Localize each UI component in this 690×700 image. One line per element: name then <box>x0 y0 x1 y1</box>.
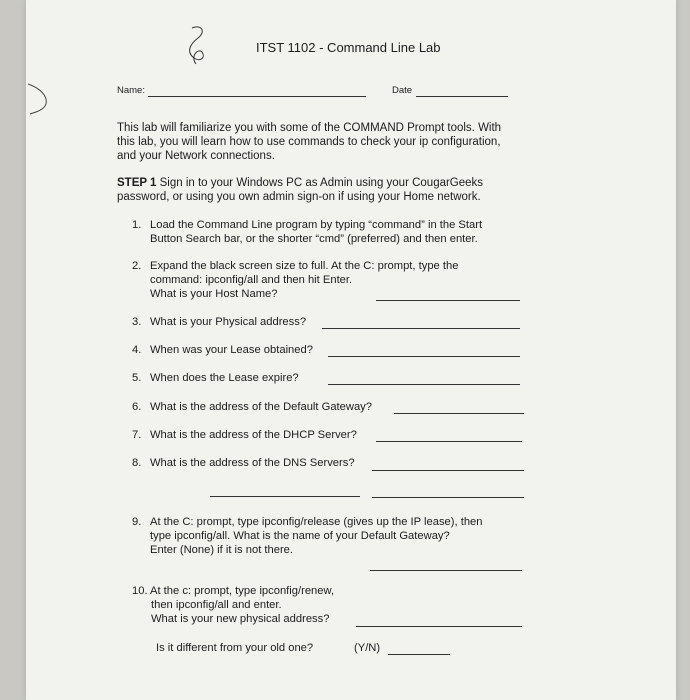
question-5 <box>132 371 299 385</box>
answer-line-8b[interactable] <box>210 496 360 497</box>
item-text: Enter (None) if it is not there. <box>150 544 294 556</box>
date-label: Date <box>392 85 413 96</box>
answer-line-6[interactable] <box>394 413 524 414</box>
answer-line-2[interactable] <box>376 300 520 301</box>
final-question: Is it different from your old one? <box>156 642 314 654</box>
question-6 <box>132 400 372 414</box>
item-text: command: ipconfig/all and then hit Enter. <box>150 274 353 286</box>
answer-line-10[interactable] <box>356 626 522 627</box>
answer-line-8[interactable] <box>372 470 524 471</box>
question-2 <box>132 259 458 301</box>
question-9 <box>132 515 483 557</box>
question-8 <box>132 456 355 470</box>
item-text: What is the address of the DNS Servers? <box>150 457 355 469</box>
item-number: 8. <box>132 457 142 469</box>
item-number: 10. <box>132 585 148 597</box>
intro-line: this lab, you will learn how to use commands to check your ip configuration, <box>117 136 501 148</box>
answer-line-7[interactable] <box>376 441 522 442</box>
question-3 <box>132 315 306 329</box>
step1-line: password, or using you own admin sign-on if using your Home network. <box>117 191 481 203</box>
answer-line-4[interactable] <box>328 356 520 357</box>
date-field-line[interactable] <box>416 96 508 97</box>
item-text: then ipconfig/all and enter. <box>151 599 282 611</box>
answer-line-8c[interactable] <box>372 497 524 498</box>
intro-line: This lab will familiarize you with some of the COMMAND Prompt tools. With <box>117 122 502 134</box>
margin-pen-mark <box>26 80 56 120</box>
intro-line: and your Network connections. <box>117 150 275 162</box>
final-options: (Y/N) <box>354 642 381 654</box>
item-number: 7. <box>132 429 142 441</box>
item-text: When does the Lease expire? <box>150 372 299 384</box>
item-number: 3. <box>132 316 142 328</box>
item-text: What is the address of the Default Gateway? <box>150 401 373 413</box>
answer-line-5[interactable] <box>328 384 520 385</box>
pen-scribble <box>176 22 226 72</box>
item-text: At the c: prompt, type ipconfig/renew, <box>150 585 335 597</box>
item-number: 2. <box>132 260 142 272</box>
intro-paragraph <box>117 121 501 163</box>
answer-line-3[interactable] <box>322 328 520 329</box>
question-10 <box>132 584 334 626</box>
page-title: ITST 1102 - Command Line Lab <box>256 40 441 55</box>
item-text: Expand the black screen size to full. At the C: prompt, type the <box>150 260 459 272</box>
name-label: Name: <box>117 85 145 96</box>
item-number: 4. <box>132 344 142 356</box>
item-text: At the C: prompt, type ipconfig/release (gives up the IP lease), then <box>150 516 483 528</box>
worksheet-page <box>26 0 676 700</box>
item-text: What is your new physical address? <box>151 613 330 625</box>
answer-line-9[interactable] <box>370 570 522 571</box>
item-text: What is your Physical address? <box>150 316 307 328</box>
question-1 <box>132 218 482 246</box>
step1-line: Sign in to your Windows PC as Admin using your CougarGeeks <box>156 177 484 189</box>
question-7 <box>132 428 357 442</box>
item-number: 5. <box>132 372 142 384</box>
step1-label: STEP 1 <box>117 177 157 189</box>
item-text: Load the Command Line program by typing “command” in the Start <box>150 219 483 231</box>
item-text: Button Search bar, or the shorter “cmd” (preferred) and then enter. <box>150 233 478 245</box>
item-text: What is your Host Name? <box>150 288 278 300</box>
item-text: type ipconfig/all. What is the name of your Default Gateway? <box>150 530 450 542</box>
item-number: 9. <box>132 516 142 528</box>
item-text: What is the address of the DHCP Server? <box>150 429 357 441</box>
item-number: 6. <box>132 401 142 413</box>
item-number: 1. <box>132 219 142 231</box>
answer-line-yn[interactable] <box>388 654 450 655</box>
name-field-line[interactable] <box>148 96 366 97</box>
step1-paragraph <box>117 176 483 204</box>
question-4 <box>132 343 313 357</box>
item-text: When was your Lease obtained? <box>150 344 313 356</box>
